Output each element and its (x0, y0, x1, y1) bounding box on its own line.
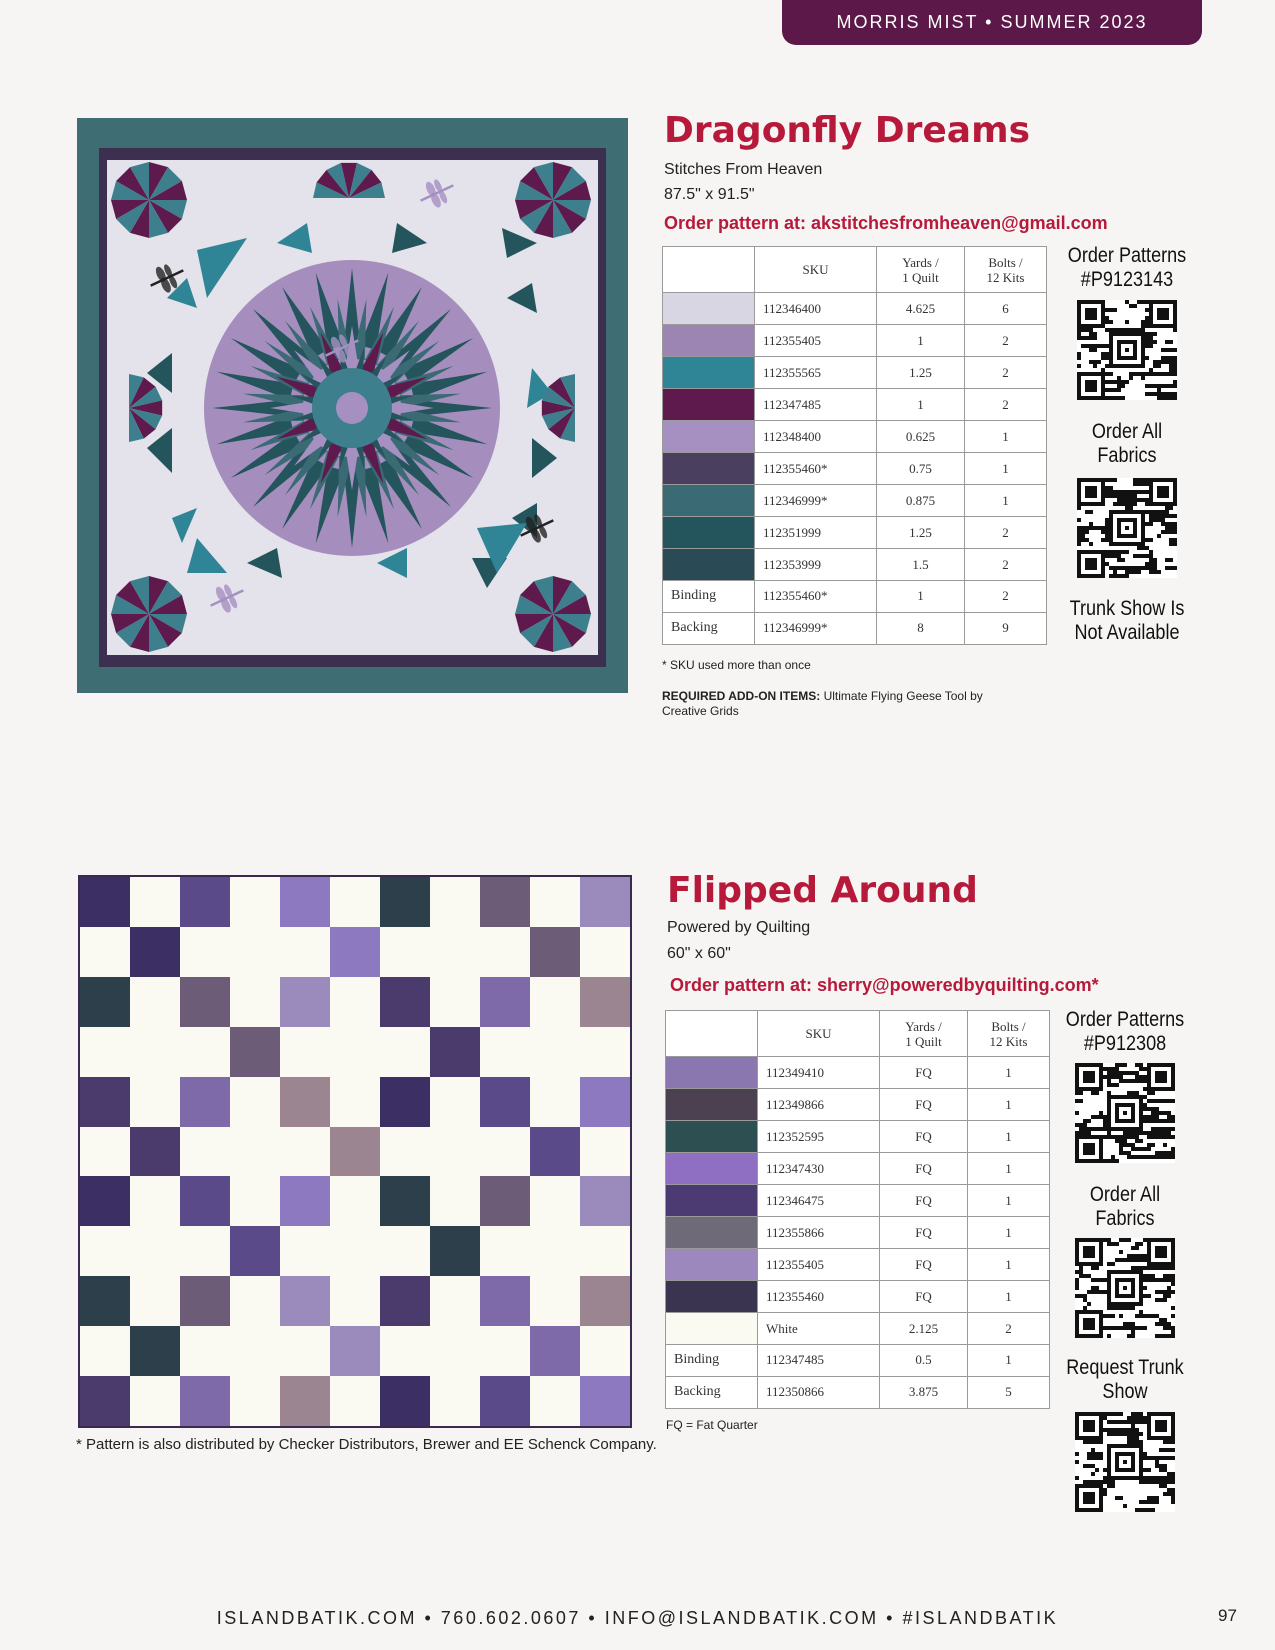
fabric-swatch (666, 1089, 758, 1121)
cell-sku: 112355460 (758, 1281, 880, 1313)
section2-size: 60" x 60" (667, 945, 731, 962)
cell-yards: FQ (880, 1089, 968, 1121)
swatch-color (663, 293, 754, 324)
fabric-row (666, 1376, 1050, 1408)
fabric-swatch (663, 549, 755, 581)
quilt-patch (130, 1176, 180, 1226)
sku-header: SKU (755, 247, 877, 293)
magazine-header (782, 0, 1202, 45)
cell-yards: 1 (877, 581, 965, 613)
fabric-row (666, 1313, 1050, 1345)
quilt-patch (330, 1176, 380, 1226)
fabric-swatch (666, 1249, 758, 1281)
fabric-swatch (663, 357, 755, 389)
fabric-row (663, 325, 1047, 357)
cell-bolts: 1 (965, 485, 1047, 517)
cell-sku: 112355405 (755, 325, 877, 357)
quilt-patch (80, 1376, 130, 1426)
quilt-patch (230, 1226, 280, 1276)
quilt-patch (180, 1376, 230, 1426)
cell-yards: 1.25 (877, 517, 965, 549)
cell-sku: 112352595 (758, 1121, 880, 1153)
cell-bolts: 2 (965, 389, 1047, 421)
quilt-patch (130, 1127, 180, 1177)
flipped-around-quilt-image (78, 875, 632, 1428)
quilt-patch (380, 1376, 430, 1426)
section1-trunk-show-label: Trunk Show Is Not Available (1069, 597, 1185, 644)
quilt-patch (230, 927, 280, 977)
swatch-color (666, 1089, 757, 1120)
swatch-color (666, 1153, 757, 1184)
section2-order-patterns-label: Order Patterns #P912308 (1065, 1008, 1185, 1055)
quilt-patch (580, 1176, 630, 1226)
quilt-patch (430, 1027, 480, 1077)
quilt-patch (230, 877, 280, 927)
quilt-patch (580, 977, 630, 1027)
section2-trunk-show-qr-icon[interactable] (1075, 1412, 1175, 1512)
cell-sku: 112349866 (758, 1089, 880, 1121)
quilt-patch (180, 927, 230, 977)
cell-sku: 112349410 (758, 1057, 880, 1089)
fabric-swatch (666, 1153, 758, 1185)
cell-yards: FQ (880, 1153, 968, 1185)
fabric-swatch (663, 517, 755, 549)
cell-yards: 1.5 (877, 549, 965, 581)
cell-yards: 2.125 (880, 1313, 968, 1345)
cell-yards: FQ (880, 1217, 968, 1249)
section2-fabrics-qr-icon[interactable] (1075, 1238, 1175, 1338)
quilt-patch (330, 1077, 380, 1127)
section2-designer: Powered by Quilting (667, 919, 811, 936)
quilt-patch (530, 1376, 580, 1426)
cell-sku: 112347430 (758, 1153, 880, 1185)
header-text: MORRIS MIST • SUMMER 2023 (836, 12, 1148, 32)
quilt-patch (180, 1176, 230, 1226)
quilt-patch (180, 1276, 230, 1326)
cell-bolts: 1 (968, 1281, 1050, 1313)
cell-yards: 0.625 (877, 421, 965, 453)
cell-yards: FQ (880, 1249, 968, 1281)
quilt-patch (230, 1077, 280, 1127)
sku-header: SKU (758, 1011, 880, 1057)
quilt-patch (330, 927, 380, 977)
fabric-swatch (666, 1313, 758, 1345)
cell-sku: 112351999 (755, 517, 877, 549)
quilt-patch (130, 1027, 180, 1077)
quilt-patch (330, 1326, 380, 1376)
fabric-row (666, 1185, 1050, 1217)
quilt-patch (280, 927, 330, 977)
quilt-patch (230, 1027, 280, 1077)
quilt-patch (480, 1326, 530, 1376)
fabric-row (663, 549, 1047, 581)
quilt-patch (330, 877, 380, 927)
section2-footnote: FQ = Fat Quarter (666, 1418, 758, 1432)
cell-sku: 112346999* (755, 612, 877, 644)
quilt-patch (480, 1027, 530, 1077)
fabric-swatch (663, 421, 755, 453)
quilt-patch (180, 1127, 230, 1177)
quilt-patch (480, 1226, 530, 1276)
quilt-patch (280, 1226, 330, 1276)
cell-sku: 112355405 (758, 1249, 880, 1281)
addon-label: REQUIRED ADD-ON ITEMS: (662, 689, 821, 703)
cell-yards: 0.875 (877, 485, 965, 517)
quilt-patch (230, 1276, 280, 1326)
quilt-patch (530, 877, 580, 927)
quilt-patch (380, 1027, 430, 1077)
swatch-color (666, 1121, 757, 1152)
cell-bolts: 2 (965, 581, 1047, 613)
section2-pattern-note: * Pattern is also distributed by Checker Distributors, Brewer and EE Schenck Company. (76, 1436, 657, 1453)
section2-trunk-show-label: Request Trunk Show (1066, 1356, 1184, 1403)
section1-designer: Stitches From Heaven (664, 161, 823, 178)
fabric-row (666, 1249, 1050, 1281)
quilt-patch (530, 1276, 580, 1326)
section2-patterns-qr-icon[interactable] (1075, 1063, 1175, 1163)
row-label: Backing (666, 1376, 758, 1408)
section1-order-patterns-label: Order Patterns #P9123143 (1067, 244, 1187, 291)
swatch-color (663, 389, 754, 420)
swatch-color (663, 325, 754, 356)
swatch-color (663, 517, 754, 548)
swatch-color (663, 421, 754, 452)
quilt-patch (330, 977, 380, 1027)
quilt-patch (430, 977, 480, 1027)
fabric-row (663, 389, 1047, 421)
section1-fabrics-qr-icon[interactable] (1077, 478, 1177, 578)
fabric-row (666, 1281, 1050, 1313)
cell-sku: 112355460* (755, 453, 877, 485)
fabric-row (663, 581, 1047, 613)
cell-bolts: 1 (968, 1217, 1050, 1249)
quilt-patch (430, 1127, 480, 1177)
cell-sku: 112346475 (758, 1185, 880, 1217)
fabric-swatch (666, 1121, 758, 1153)
quilt-patch (580, 927, 630, 977)
yards-header: Yards / 1 Quilt (877, 247, 965, 293)
fabric-swatch (666, 1217, 758, 1249)
cell-yards: FQ (880, 1057, 968, 1089)
cell-yards: 1.25 (877, 357, 965, 389)
cell-yards: 0.5 (880, 1345, 968, 1377)
quilt-patch (130, 877, 180, 927)
quilt-patch (380, 927, 430, 977)
swatch-color (663, 549, 754, 580)
quilt-patch (280, 877, 330, 927)
quilt-patch (530, 927, 580, 977)
cell-bolts: 1 (968, 1089, 1050, 1121)
quilt-patch (430, 1376, 480, 1426)
quilt-patch (580, 1077, 630, 1127)
section2-order-fabrics-label: Order All Fabrics (1089, 1183, 1161, 1230)
quilt-patch (480, 1127, 530, 1177)
yards-header: Yards / 1 Quilt (880, 1011, 968, 1057)
quilt-patch (480, 1376, 530, 1426)
cell-sku: 112347485 (758, 1345, 880, 1377)
quilt-patch (280, 1276, 330, 1326)
quilt-patch (80, 1226, 130, 1276)
fabric-row (666, 1153, 1050, 1185)
cell-bolts: 5 (968, 1376, 1050, 1408)
quilt-patch (380, 1226, 430, 1276)
quilt-patch (530, 1226, 580, 1276)
quilt-patch (230, 977, 280, 1027)
quilt-patch (480, 927, 530, 977)
cell-yards: FQ (880, 1121, 968, 1153)
fabric-swatch (663, 325, 755, 357)
quilt-patch (280, 977, 330, 1027)
fabric-row (663, 293, 1047, 325)
quilt-patch (380, 977, 430, 1027)
swatch-color (663, 485, 754, 516)
quilt-patch (280, 1027, 330, 1077)
quilt-patch (580, 1376, 630, 1426)
quilt-patch (80, 1176, 130, 1226)
section2-fabric-table (665, 1010, 1050, 1409)
cell-yards: 1 (877, 389, 965, 421)
fabric-swatch (663, 389, 755, 421)
quilt-patch (380, 1326, 430, 1376)
row-label: Binding (663, 581, 755, 613)
cell-yards: FQ (880, 1281, 968, 1313)
quilt-patch (280, 1077, 330, 1127)
quilt-patch (80, 927, 130, 977)
quilt-patch (530, 1077, 580, 1127)
quilt-patch (80, 1027, 130, 1077)
quilt-patch (380, 1127, 430, 1177)
quilt-patch (430, 877, 480, 927)
cell-yards: 4.625 (877, 293, 965, 325)
swatch-color (663, 453, 754, 484)
cell-sku: 112346999* (755, 485, 877, 517)
cell-bolts: 1 (965, 421, 1047, 453)
cell-bolts: 1 (968, 1057, 1050, 1089)
quilt-patch (130, 1276, 180, 1326)
cell-bolts: 2 (968, 1313, 1050, 1345)
cell-sku: 112355565 (755, 357, 877, 389)
quilt-patch (130, 1376, 180, 1426)
quilt-patch (430, 1276, 480, 1326)
cell-bolts: 2 (965, 357, 1047, 389)
section1-patterns-qr-icon[interactable] (1077, 300, 1177, 400)
quilt-patch (180, 977, 230, 1027)
cell-yards: 3.875 (880, 1376, 968, 1408)
quilt-patch (180, 1326, 230, 1376)
swatch-color (666, 1249, 757, 1280)
fabric-row (663, 612, 1047, 644)
quilt-patch (530, 1127, 580, 1177)
cell-yards: 8 (877, 612, 965, 644)
cell-bolts: 1 (968, 1249, 1050, 1281)
quilt-patch (430, 1077, 480, 1127)
quilt-patch (230, 1176, 280, 1226)
addon-text: Ultimate Flying Geese Tool by Creative Grids (662, 689, 983, 718)
fabric-row (663, 485, 1047, 517)
fabric-row (663, 453, 1047, 485)
swatch-color (663, 357, 754, 388)
quilt-patch (230, 1376, 280, 1426)
quilt-patch (180, 1226, 230, 1276)
quilt-patch (130, 1326, 180, 1376)
section1-order-fabrics-label: Order All Fabrics (1091, 420, 1163, 467)
quilt-patch (430, 1326, 480, 1376)
quilt-patch (130, 927, 180, 977)
cell-bolts: 2 (965, 325, 1047, 357)
quilt-patch (380, 1077, 430, 1127)
swatch-color (666, 1313, 757, 1344)
quilt-patch (480, 877, 530, 927)
quilt-patch (580, 1326, 630, 1376)
section1-title: Dragonfly Dreams (664, 110, 1031, 151)
quilt-patch (530, 1326, 580, 1376)
footer-contact: ISLANDBATIK.COM • 760.602.0607 • INFO@ISLANDBATIK.COM • #ISLANDBATIK (216, 1608, 1059, 1628)
bolts-header: Bolts / 12 Kits (968, 1011, 1050, 1057)
quilt-patch (430, 1176, 480, 1226)
quilt-patch (230, 1326, 280, 1376)
quilt-patch (430, 927, 480, 977)
quilt-patch (130, 977, 180, 1027)
quilt-patch (530, 1176, 580, 1226)
quilt-patch (180, 1027, 230, 1077)
fabric-row (663, 421, 1047, 453)
cell-sku: 112346400 (755, 293, 877, 325)
cell-sku: 112355866 (758, 1217, 880, 1249)
quilt-patch (180, 1077, 230, 1127)
cell-sku: 112350866 (758, 1376, 880, 1408)
swatch-header (663, 247, 755, 293)
cell-sku: 112353999 (755, 549, 877, 581)
swatch-color (666, 1057, 757, 1088)
section1-order-link[interactable]: Order pattern at: akstitchesfromheaven@gmail.com (664, 213, 1108, 233)
section2-title: Flipped Around (667, 870, 978, 911)
cell-bolts: 1 (968, 1185, 1050, 1217)
section1-addon-items (662, 689, 1022, 719)
quilt-patch (80, 1077, 130, 1127)
quilt-patch (530, 977, 580, 1027)
cell-bolts: 1 (968, 1121, 1050, 1153)
quilt-patch (130, 1077, 180, 1127)
fabric-swatch (666, 1057, 758, 1089)
fabric-swatch (663, 293, 755, 325)
section1-size: 87.5" x 91.5" (664, 186, 755, 203)
quilt-patch (330, 1127, 380, 1177)
fabric-swatch (663, 453, 755, 485)
fabric-row (666, 1121, 1050, 1153)
cell-sku: 112348400 (755, 421, 877, 453)
fabric-swatch (666, 1185, 758, 1217)
swatch-color (666, 1185, 757, 1216)
fabric-row (666, 1217, 1050, 1249)
quilt-patch (430, 1226, 480, 1276)
fabric-row (666, 1057, 1050, 1089)
cell-bolts: 1 (968, 1153, 1050, 1185)
section1-fabric-table (662, 246, 1047, 645)
row-label: Binding (666, 1345, 758, 1377)
dragonfly-dreams-quilt-image (77, 118, 628, 693)
quilt-patch (80, 1276, 130, 1326)
quilt-patch (80, 1326, 130, 1376)
cell-sku: 112347485 (755, 389, 877, 421)
cell-yards: 1 (877, 325, 965, 357)
fabric-row (666, 1089, 1050, 1121)
page-number: 97 (1218, 1606, 1237, 1625)
section2-order-link[interactable]: Order pattern at: sherry@poweredbyquilting.com* (670, 975, 1099, 995)
quilt-patch (280, 1326, 330, 1376)
quilt-patch (480, 1077, 530, 1127)
row-label: Backing (663, 612, 755, 644)
swatch-color (666, 1281, 757, 1312)
cell-bolts: 1 (965, 453, 1047, 485)
quilt-patch (580, 1127, 630, 1177)
cell-sku: White (758, 1313, 880, 1345)
quilt-patch (380, 1276, 430, 1326)
cell-bolts: 2 (965, 549, 1047, 581)
fabric-swatch (663, 485, 755, 517)
quilt-patch (580, 1027, 630, 1077)
cell-sku: 112355460* (755, 581, 877, 613)
quilt-patch (480, 1276, 530, 1326)
fabric-row (666, 1345, 1050, 1377)
cell-yards: FQ (880, 1185, 968, 1217)
quilt-patch (80, 977, 130, 1027)
cell-bolts: 6 (965, 293, 1047, 325)
quilt-patch (330, 1376, 380, 1426)
fabric-swatch (666, 1281, 758, 1313)
quilt-patch (580, 1226, 630, 1276)
swatch-header (666, 1011, 758, 1057)
quilt-patch (580, 877, 630, 927)
quilt-patch (530, 1027, 580, 1077)
quilt-patch (480, 1176, 530, 1226)
quilt-patch (180, 877, 230, 927)
fabric-row (663, 517, 1047, 549)
quilt-patch (280, 1376, 330, 1426)
quilt-patch (580, 1276, 630, 1326)
quilt-patch (80, 1127, 130, 1177)
cell-bolts: 2 (965, 517, 1047, 549)
quilt-patch (230, 1127, 280, 1177)
quilt-patch (380, 877, 430, 927)
quilt-patch (280, 1176, 330, 1226)
quilt-patch (330, 1226, 380, 1276)
swatch-color (666, 1217, 757, 1248)
fabric-row (663, 357, 1047, 389)
section1-footnote: * SKU used more than once (662, 658, 811, 672)
quilt-patch (330, 1276, 380, 1326)
cell-bolts: 1 (968, 1345, 1050, 1377)
quilt-patch (80, 877, 130, 927)
quilt-patch (480, 977, 530, 1027)
quilt-patch (330, 1027, 380, 1077)
quilt-patch (280, 1127, 330, 1177)
bolts-header: Bolts / 12 Kits (965, 247, 1047, 293)
cell-yards: 0.75 (877, 453, 965, 485)
cell-bolts: 9 (965, 612, 1047, 644)
quilt-patch (380, 1176, 430, 1226)
quilt-patch (130, 1226, 180, 1276)
